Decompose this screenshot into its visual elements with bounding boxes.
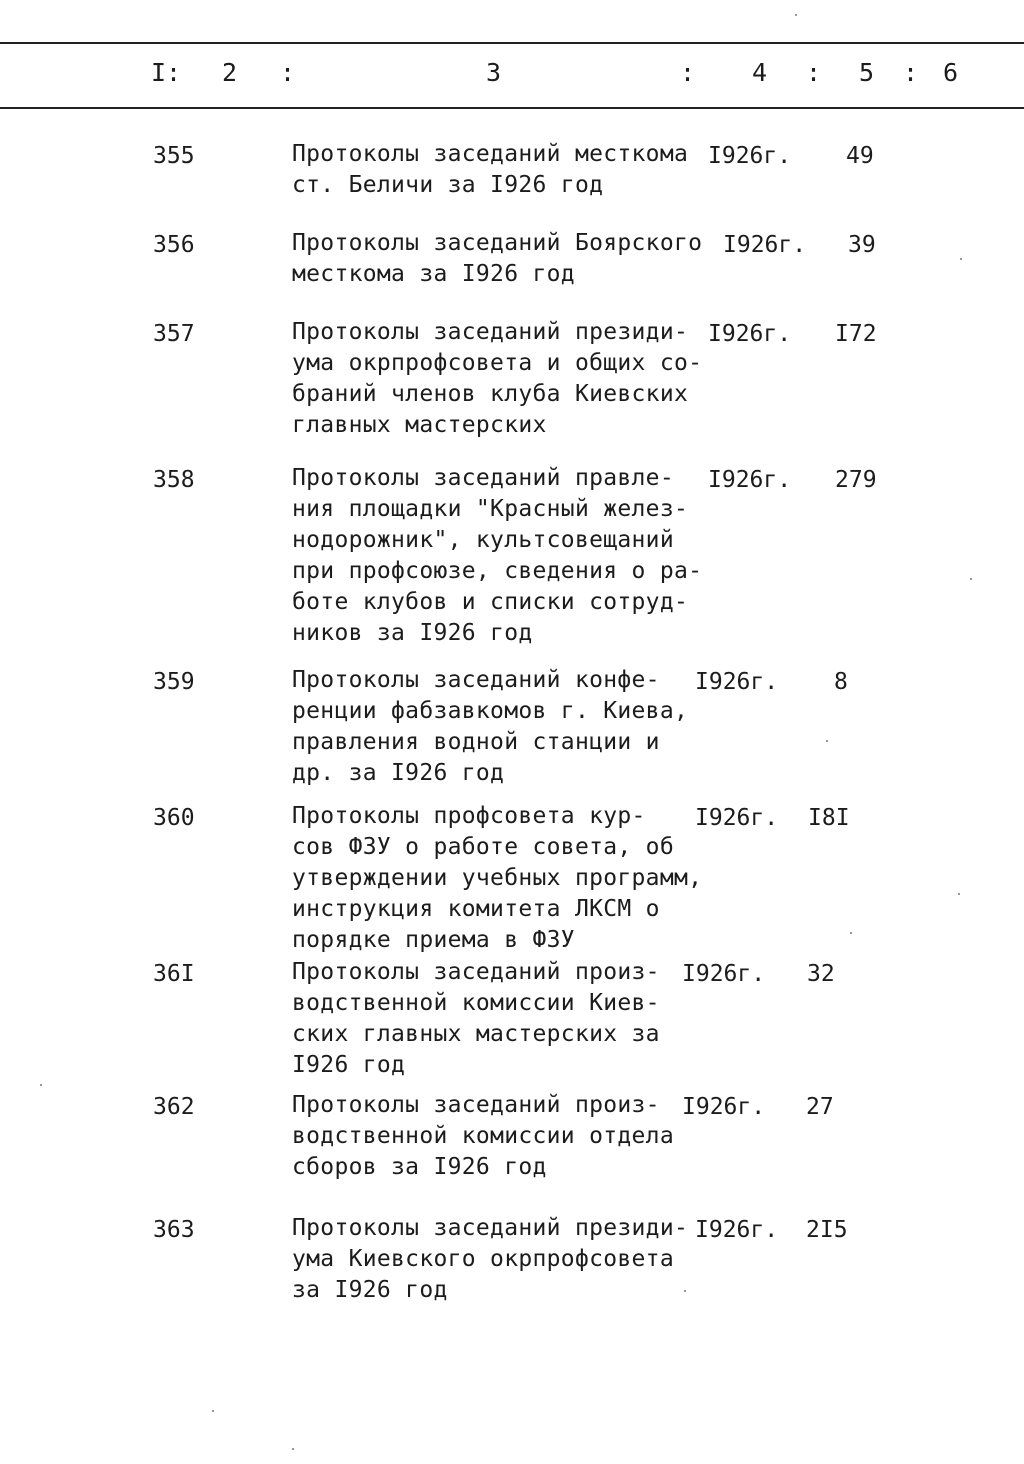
entry-date: I926г. <box>682 1094 766 1120</box>
entry-date: I926г. <box>708 143 792 169</box>
entry-sheets: 279 <box>835 467 877 493</box>
description-line: Протоколы заседаний произ- <box>292 959 660 985</box>
entry-number: 357 <box>153 321 195 347</box>
description-line: Протоколы заседаний правле- <box>292 465 674 491</box>
entry-number: 363 <box>153 1217 195 1243</box>
header-col5: 5 <box>859 58 875 87</box>
description-line: водственной комиссии отдела <box>292 1123 674 1149</box>
entry-number: 358 <box>153 467 195 493</box>
description-line: Протоколы заседаний месткома <box>292 141 689 167</box>
entry-description <box>292 957 712 1081</box>
description-line: ников за I926 год <box>292 620 533 646</box>
description-line: Протоколы профсовета кур- <box>292 803 646 829</box>
scan-speck <box>212 1410 214 1412</box>
description-line: инструкция комитета ЛКСМ о <box>292 896 660 922</box>
description-line: Протоколы заседаний Боярского <box>292 230 703 256</box>
entry-description <box>292 139 712 201</box>
entry-date: I926г. <box>695 669 779 695</box>
description-line: ренции фабзавкомов г. Киева, <box>292 698 689 724</box>
entry-date: I926г. <box>708 321 792 347</box>
scan-speck <box>826 740 828 742</box>
description-line: Протоколы заседаний конфе- <box>292 667 660 693</box>
description-line: месткома за I926 год <box>292 261 575 287</box>
entry-number: 360 <box>153 805 195 831</box>
description-line: сборов за I926 год <box>292 1154 547 1180</box>
entry-sheets: 27 <box>806 1094 834 1120</box>
header-col1: I: <box>151 58 182 87</box>
entry-date: I926г. <box>695 805 779 831</box>
description-line: Протоколы заседаний президи- <box>292 319 689 345</box>
entry-sheets: 8 <box>834 669 848 695</box>
description-line: ских главных мастерских за <box>292 1021 660 1047</box>
entry-description <box>292 463 712 649</box>
scan-speck <box>958 893 960 895</box>
entry-sheets: 32 <box>807 961 835 987</box>
entry-sheets: 39 <box>848 232 876 258</box>
entry-description <box>292 801 712 956</box>
description-line: при профсоюзе, сведения о ра- <box>292 558 703 584</box>
description-line: боте клубов и списки сотруд- <box>292 589 689 615</box>
header-col2: 2 <box>222 58 238 87</box>
description-line: ст. Беличи за I926 год <box>292 172 604 198</box>
entry-sheets: 2I5 <box>806 1217 848 1243</box>
entry-number: 355 <box>153 143 195 169</box>
description-line: Протоколы заседаний президи- <box>292 1215 689 1241</box>
entry-description <box>292 228 712 290</box>
entry-number: 356 <box>153 232 195 258</box>
entry-number: 359 <box>153 669 195 695</box>
entry-description <box>292 1213 712 1306</box>
header-col6: 6 <box>943 58 959 87</box>
description-line: сов ФЗУ о работе совета, об <box>292 834 674 860</box>
description-line: др. за I926 год <box>292 760 505 786</box>
header-sep4: : <box>903 58 919 87</box>
entry-description <box>292 1090 712 1183</box>
description-line: утверждении учебных программ, <box>292 865 703 891</box>
scan-speck <box>40 1084 42 1086</box>
entry-date: I926г. <box>682 961 766 987</box>
description-line: I926 год <box>292 1052 406 1078</box>
entry-sheets: 49 <box>846 143 874 169</box>
description-line: браний членов клуба Киевских <box>292 381 689 407</box>
entry-description <box>292 317 712 441</box>
scan-speck <box>850 932 852 934</box>
header-sep3: : <box>806 58 822 87</box>
entry-date: I926г. <box>695 1217 779 1243</box>
scan-speck <box>292 1448 294 1450</box>
description-line: нодорожник", культсовещаний <box>292 527 674 553</box>
entry-number: 362 <box>153 1094 195 1120</box>
header-top-rule <box>0 42 1024 44</box>
entry-date: I926г. <box>708 467 792 493</box>
description-line: ума Киевского окрпрофсовета <box>292 1246 674 1272</box>
scan-speck <box>960 258 962 260</box>
description-line: правления водной станции и <box>292 729 660 755</box>
entry-number: 36I <box>153 961 195 987</box>
description-line: Протоколы заседаний произ- <box>292 1092 660 1118</box>
description-line: за I926 год <box>292 1277 448 1303</box>
description-line: ния площадки "Красный желез- <box>292 496 689 522</box>
header-sep1: : <box>280 58 296 87</box>
description-line: ума окрпрофсовета и общих со- <box>292 350 703 376</box>
scan-speck <box>795 14 797 16</box>
description-line: порядке приема в ФЗУ <box>292 927 575 953</box>
entry-description <box>292 665 712 789</box>
header-bottom-rule <box>0 107 1024 109</box>
entry-date: I926г. <box>723 232 807 258</box>
description-line: главных мастерских <box>292 412 547 438</box>
header-col4: 4 <box>752 58 768 87</box>
entry-sheets: I8I <box>808 805 850 831</box>
scan-speck <box>684 1290 686 1292</box>
description-line: водственной комиссии Киев- <box>292 990 660 1016</box>
header-col3: 3 <box>486 58 502 87</box>
entry-sheets: I72 <box>835 321 877 347</box>
scan-speck <box>970 578 972 580</box>
header-sep2: : <box>680 58 696 87</box>
